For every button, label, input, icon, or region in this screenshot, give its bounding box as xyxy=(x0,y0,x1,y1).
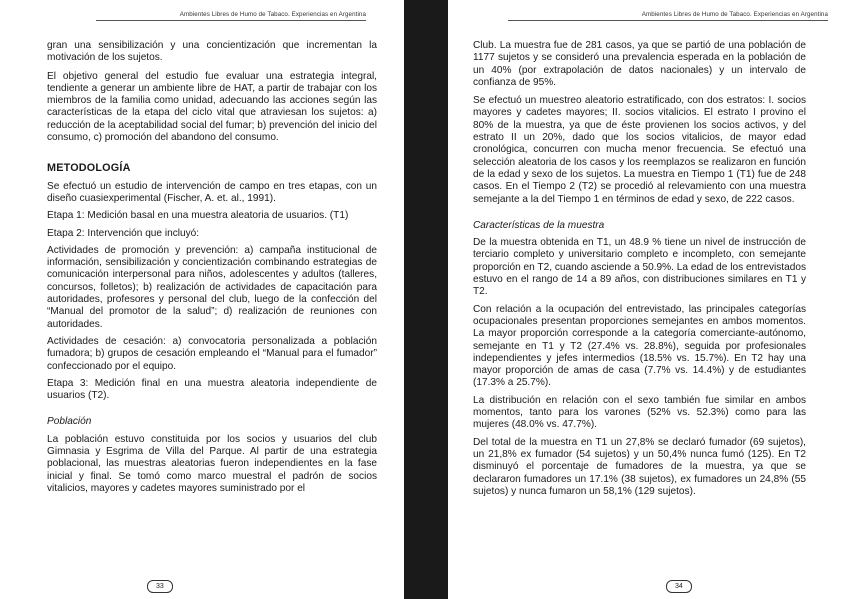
left-page xyxy=(0,0,404,599)
running-head: Ambientes Libres de Humo de Tabaco. Experiencias en Argentina xyxy=(96,11,366,21)
subsection-heading-poblacion: Población xyxy=(47,416,92,428)
paragraph: Actividades de cesación: a) convocatoria personalizada a población fumadora; b) grupos de cesación empleando el “Manual para el fumador” confeccionado por el equipo. xyxy=(47,335,377,372)
left-text-column xyxy=(47,40,377,501)
paragraph: La distribución en relación con el sexo también fue similar en ambos momentos, tanto para los varones (52% vs. 52.3%) como para las mujeres (48.0% vs. 47.7%). xyxy=(473,394,806,431)
paragraph: Actividades de promoción y prevención: a) campaña institucional de información, sensibilización y concientización combinando estrategias de comunicación interpersonal para niños, adolescentes y adultos (talleres, concursos, folletos); b) realización de actividades de capacitación para autoridades, profesores y personal del club, luego de la confección del “Manual del promotor de la salud”; d) realización de reuniones con autoridades. xyxy=(47,244,377,330)
paragraph: De la muestra obtenida en T1, un 48.9 % tiene un nivel de instrucción de terciario completo y universitario completo e incompleto, con semejante proporción en T2, cuando asciende a 50.9%. La edad de los entrevistados estuvo en el rango de 14 a 89 años, con distribuciones similares en T1 y T2. xyxy=(473,237,806,298)
page-number: 34 xyxy=(666,580,692,593)
paragraph: Etapa 2: Intervención que incluyó: xyxy=(47,227,200,239)
paragraph: Se efectuó un muestreo aleatorio estratificado, con dos estratos: I. socios mayores y cadetes mayores; II. socios vitalicios. El estrato I provino el 80% de la muestra, ya que de éste provienen los socios activos, y del estrato II un 20%, dado que los socios vitalicios, de mayor edad cronológica, concurren con mucha menor frecuencia. Se efectuó una selección aleatoria de los casos y los reemplazos se realizaron en función de la edad y sexo de los sujetos. La muestra en Tiempo 1 (T1) fue de 248 casos. En el Tiempo 2 (T2) se procedió al relevamiento con una muestra semejante a la del Tiempo 1 en términos de edad y sexo, de 222 casos. xyxy=(473,95,806,205)
page-number: 33 xyxy=(147,580,173,593)
paragraph: gran una sensibilización y una concientización que incrementan la motivación de los sujetos. xyxy=(47,40,377,64)
paragraph: La población estuvo constituida por los socios y usuarios del club Gimnasia y Esgrima de Villa del Parque. Al partir de una estrategia poblacional, las muestras aleatorias fueron independientes en la fase inicial y final. Se tomó como marco muestral el padrón de socios vitalicios, mayores y cadetes mayores suministrado por el xyxy=(47,433,377,494)
paragraph: Club. La muestra fue de 281 casos, ya que se partió de una población de 1177 sujetos y se consideró una prevalencia esperada en la población de un 40% (por extrapolación de datos nacionales) y un intervalo de confianza de 95%. xyxy=(473,40,806,88)
paragraph: Se efectuó un estudio de intervención de campo en tres etapas, con un diseño cuasiexperimental (Fischer, A. et. al., 1991). xyxy=(47,180,377,204)
paragraph: Etapa 1: Medición basal en una muestra aleatoria de usuarios. (T1) xyxy=(47,210,349,222)
right-text-column xyxy=(473,40,806,503)
paragraph: Del total de la muestra en T1 un 27,8% se declaró fumador (69 sujetos), un 21,8% ex fumador (54 sujetos) y un 50,4% nunca fumó (125). En T2 disminuyó el porcentaje de fumadores de la muestra, ya que se declararon fumadores un 17.1% (38 sujetos), ex fumadores un 24,8% (55 sujetos) y nunca fumaron un 58,1% (129 sujetos). xyxy=(473,436,806,497)
paragraph: Con relación a la ocupación del entrevistado, las principales categorías ocupacionales presentan proporciones semejantes en ambos momentos. La mayor proporción corresponde a la categoría comerciante-autónomo, semejante en T1 y T2 (27.4% vs. 28.8%), seguida por profesionales independientes y jefes intermedios (18.5% vs. 15.7%). En T2 hay una mayor proporción de amas de casa (7.7% vs. 14.4%) y de estudiantes (17.3% a 25.7%). xyxy=(473,303,806,389)
book-spine xyxy=(404,0,448,599)
right-page xyxy=(448,0,848,599)
subsection-heading-caracteristicas: Características de la muestra xyxy=(473,219,605,231)
section-heading-metodologia: METODOLOGÍA xyxy=(47,162,131,175)
paragraph: El objetivo general del estudio fue evaluar una estrategia integral, tendiente a generar un ambiente libre de HAT, a partir de trabajar con los miembros de la familia como unidad, adecuando las acciones según las características de la etapa del ciclo vital que atraviesan los sujetos: a) reducción de la aceptabilidad social del fumar; b) prevención del inicio del consumo, c) promoción del abandono del consumo. xyxy=(47,70,377,144)
paragraph: Etapa 3: Medición final en una muestra aleatoria independiente de usuarios (T2). xyxy=(47,377,377,402)
running-head: Ambientes Libres de Humo de Tabaco. Experiencias en Argentina xyxy=(508,11,828,21)
